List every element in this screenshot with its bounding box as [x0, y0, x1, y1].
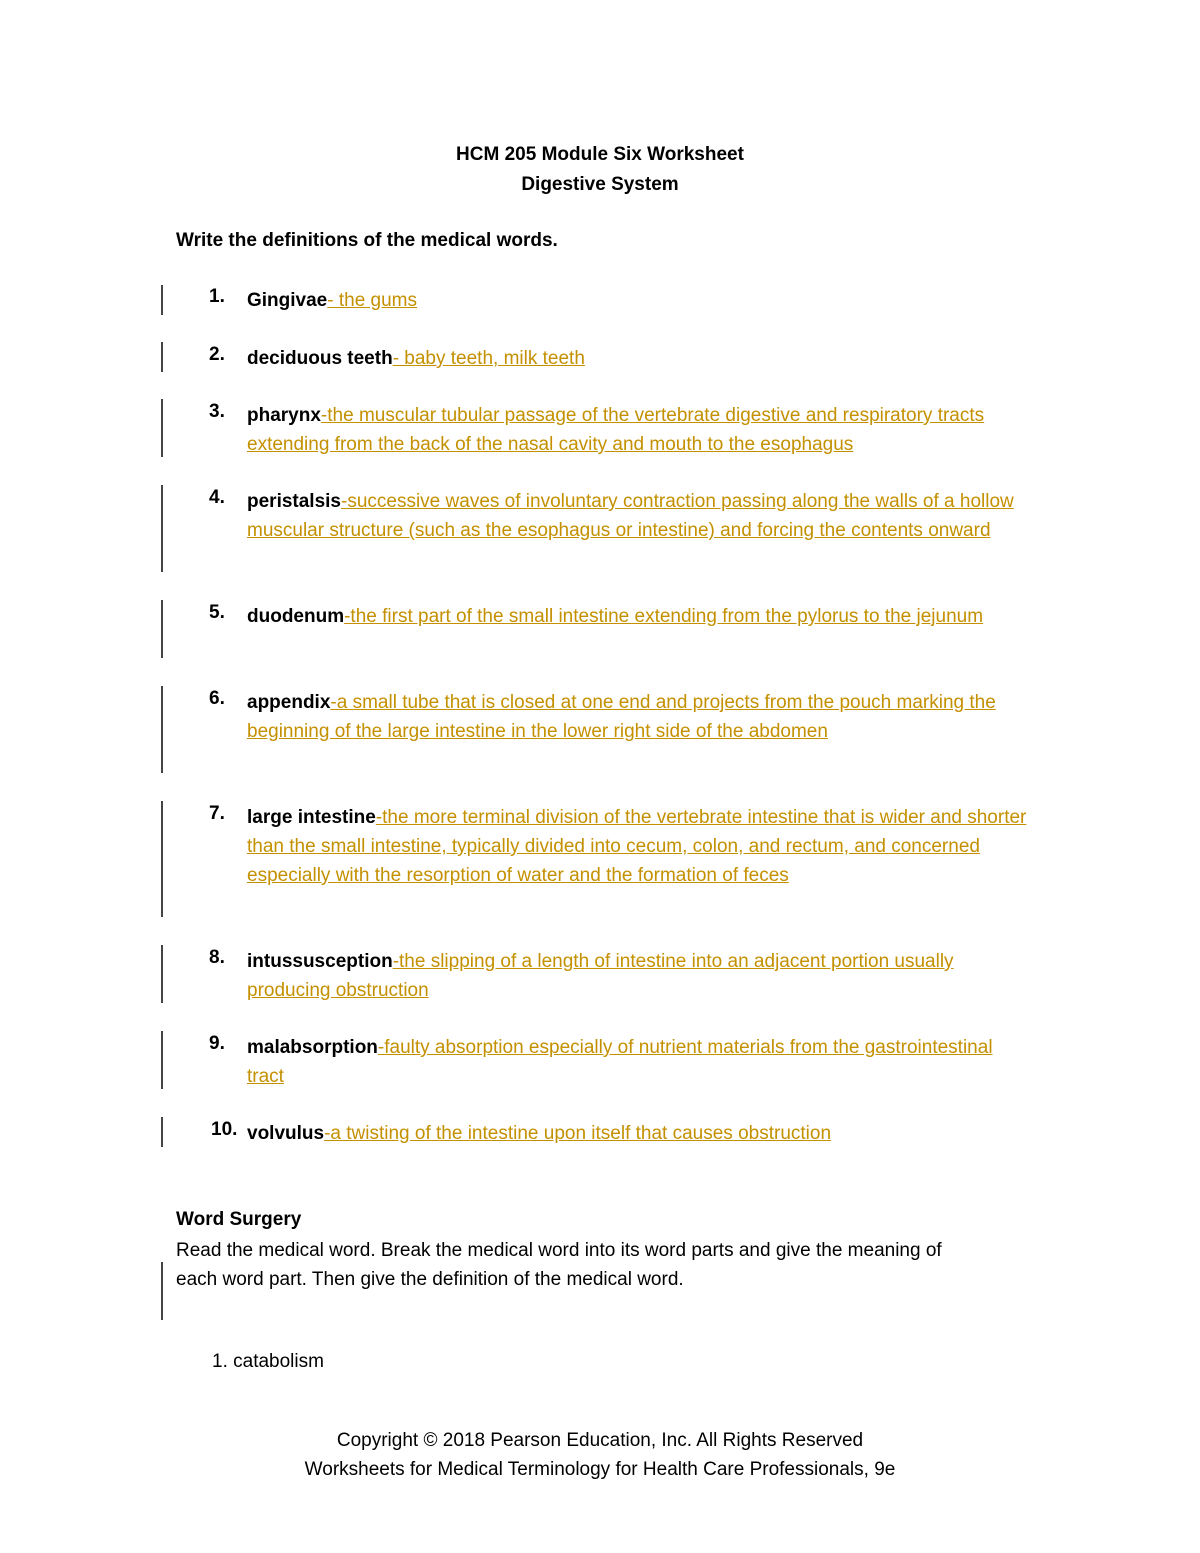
- item-definition: -a twisting of the intestine upon itself that causes obstruction: [324, 1123, 832, 1144]
- change-bar: [161, 399, 163, 457]
- footer-copyright: Copyright © 2018 Pearson Education, Inc. All Rights Reserved: [336, 1430, 864, 1451]
- item-text: [247, 487, 1027, 545]
- item-text: [247, 688, 1027, 746]
- item-number: 9.: [209, 1033, 225, 1054]
- word-surgery-instructions: Read the medical word. Break the medical word into its word parts and give the meaning of each word part. Then give the definition of the medical word.: [176, 1240, 942, 1290]
- change-bar: [161, 686, 163, 773]
- page-title: HCM 205 Module Six Worksheet: [456, 144, 744, 165]
- page-subtitle: Digestive System: [521, 174, 679, 195]
- item-number: 7.: [209, 803, 225, 824]
- change-bar: [161, 945, 163, 1003]
- item-term: appendix: [247, 692, 331, 713]
- item-definition: -a small tube that is closed at one end and projects from the pouch marking the beginning of the large intestine in the lower right side of the abdomen: [247, 692, 996, 742]
- change-bar: [161, 600, 163, 658]
- item-term: Gingivae: [247, 290, 328, 311]
- change-bar: [161, 285, 163, 315]
- item-number: 1.: [209, 286, 225, 307]
- item-term: large intestine: [247, 807, 376, 828]
- item-term: duodenum: [247, 606, 345, 627]
- item-definition: -faulty absorption especially of nutrient materials from the gastrointestinal tract: [247, 1037, 993, 1087]
- item-text: [247, 401, 1027, 459]
- item-text: [247, 602, 1027, 631]
- item-definition: - the gums: [327, 290, 418, 311]
- item-term: peristalsis: [247, 491, 341, 512]
- change-bar: [161, 485, 163, 572]
- item-number: 5.: [209, 602, 225, 623]
- item-text: [247, 1119, 1027, 1148]
- item-number: 2.: [209, 344, 225, 365]
- item-number: 4.: [209, 487, 225, 508]
- item-term: intussusception: [247, 951, 393, 972]
- item-definition: -the slipping of a length of intestine into an adjacent portion usually producing obstruction: [247, 951, 954, 1001]
- item-text: [247, 286, 1027, 315]
- item-number: 8.: [209, 947, 225, 968]
- item-text: [247, 803, 1027, 890]
- item-text: [247, 344, 1027, 373]
- change-bar: [161, 801, 163, 917]
- item-number: 10.: [211, 1119, 238, 1140]
- item-term: volvulus: [247, 1123, 325, 1144]
- change-bar: [161, 1262, 163, 1320]
- item-definition: -the muscular tubular passage of the vertebrate digestive and respiratory tracts extending from the back of the nasal cavity and mouth to the esophagus: [247, 405, 985, 455]
- item-definition: -the more terminal division of the vertebrate intestine that is wider and shorter than the small intestine, typically divided into cecum, colon, and rectum, and concerned especially with the resorption of water and the formation of feces: [247, 807, 1027, 886]
- item-term: pharynx: [247, 405, 321, 426]
- item-definition: - baby teeth, milk teeth: [392, 348, 585, 369]
- word-surgery-item: 1. catabolism: [212, 1351, 324, 1372]
- change-bar: [161, 342, 163, 372]
- change-bar: [161, 1031, 163, 1089]
- item-term: malabsorption: [247, 1037, 378, 1058]
- change-bar: [161, 1117, 163, 1147]
- item-term: deciduous teeth: [247, 348, 393, 369]
- item-definition: -the first part of the small intestine extending from the pylorus to the jejunum: [344, 606, 984, 627]
- item-definition: -successive waves of involuntary contraction passing along the walls of a hollow muscular structure (such as the esophagus or intestine) and forcing the contents onward: [247, 491, 1014, 541]
- item-number: 6.: [209, 688, 225, 709]
- item-number: 3.: [209, 401, 225, 422]
- item-text: [247, 947, 1027, 1005]
- item-text: [247, 1033, 1027, 1091]
- word-surgery-heading: Word Surgery: [176, 1209, 302, 1230]
- instruction-text: Write the definitions of the medical words.: [176, 230, 558, 251]
- footer-book-title: Worksheets for Medical Terminology for Health Care Professionals, 9e: [304, 1459, 896, 1480]
